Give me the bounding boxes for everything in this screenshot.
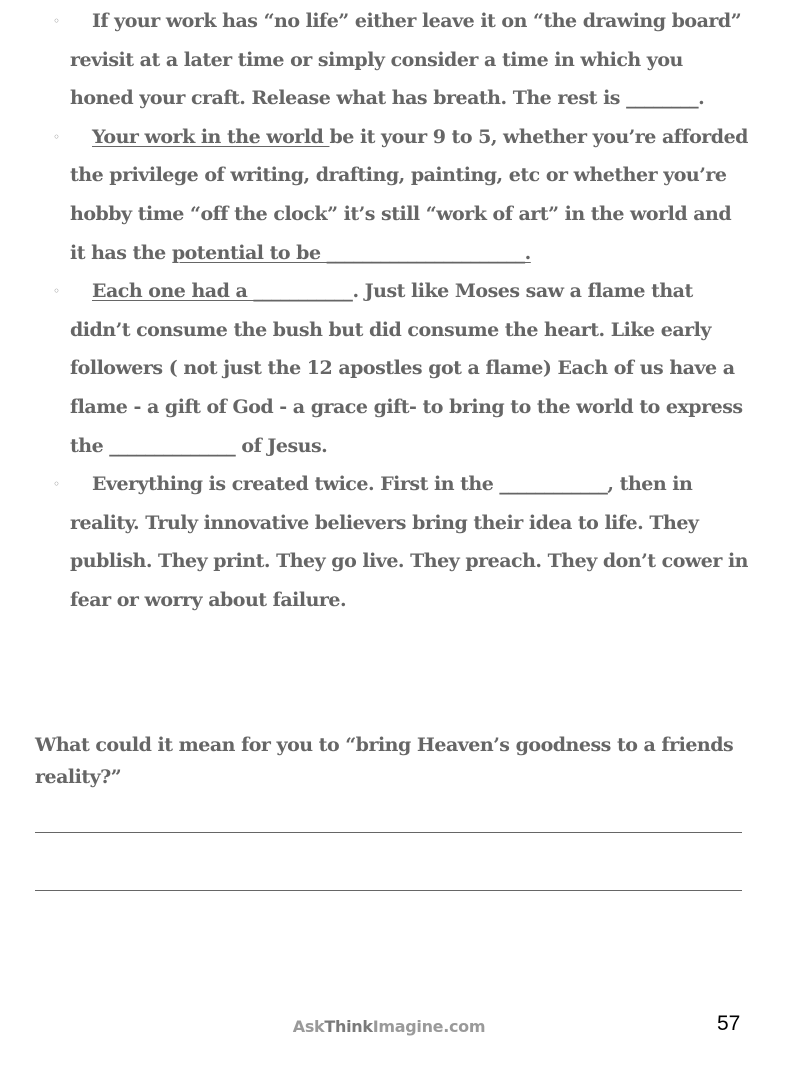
bullet-text: . Just like Moses saw a flame that didn’t consume the bush but did consume the heart. Like early followers ( not just the 12 apostles got a flame) Each of us have a flame - a gift of God - a grace gift- to bring to the world to express the ______________ of Jesus.: [70, 280, 743, 457]
answer-line: [35, 890, 742, 891]
reflection-question: What could it mean for you to “bring Heaven’s goodness to a friends reality?”: [35, 734, 734, 788]
answer-line: [35, 832, 742, 833]
brand-suffix: Imagine.com: [372, 1017, 486, 1036]
brand-prefix: Ask: [292, 1017, 325, 1036]
bullet-item-created-twice: [0, 465, 802, 619]
bullet-list: [0, 2, 802, 620]
underlined-trail: potential to be ______________________.: [171, 241, 531, 264]
page-number: 57: [717, 1012, 741, 1035]
bullet-text: be it your 9 to 5, whether you’re afforded the privilege of writing, drafting, painting, etc or whether you’re hobby time “off the clock” it’s still “work of art” in the world and it has the: [70, 125, 748, 264]
bullet-item-work-in-world: [0, 118, 802, 272]
bullet-marker-icon: ◦: [53, 14, 60, 28]
bullet-text: If your work has “no life” either leave it on “the drawing board” revisit at a later time or simply consider a time in which you honed your craft. Release what has breath. The rest is ________.: [70, 10, 742, 110]
underlined-lead: Your work in the world: [92, 125, 330, 148]
bullet-item-flame: [0, 272, 802, 465]
bullet-text: Everything is created twice. First in the ____________, then in reality. Truly innovative believers bring their idea to life. They publish. They print. They go live. They preach. They don’t cower in fear or worry about failure.: [70, 473, 748, 611]
bullet-marker-icon: ◦: [53, 477, 60, 492]
underlined-lead: Each one had a ___________: [92, 280, 353, 303]
footer-brand: [0, 1017, 778, 1036]
bullet-item-no-life: [0, 2, 802, 118]
bullet-marker-icon: ◦: [53, 284, 60, 299]
brand-mid: Think: [324, 1017, 373, 1036]
bullet-marker-icon: ◦: [53, 129, 60, 144]
